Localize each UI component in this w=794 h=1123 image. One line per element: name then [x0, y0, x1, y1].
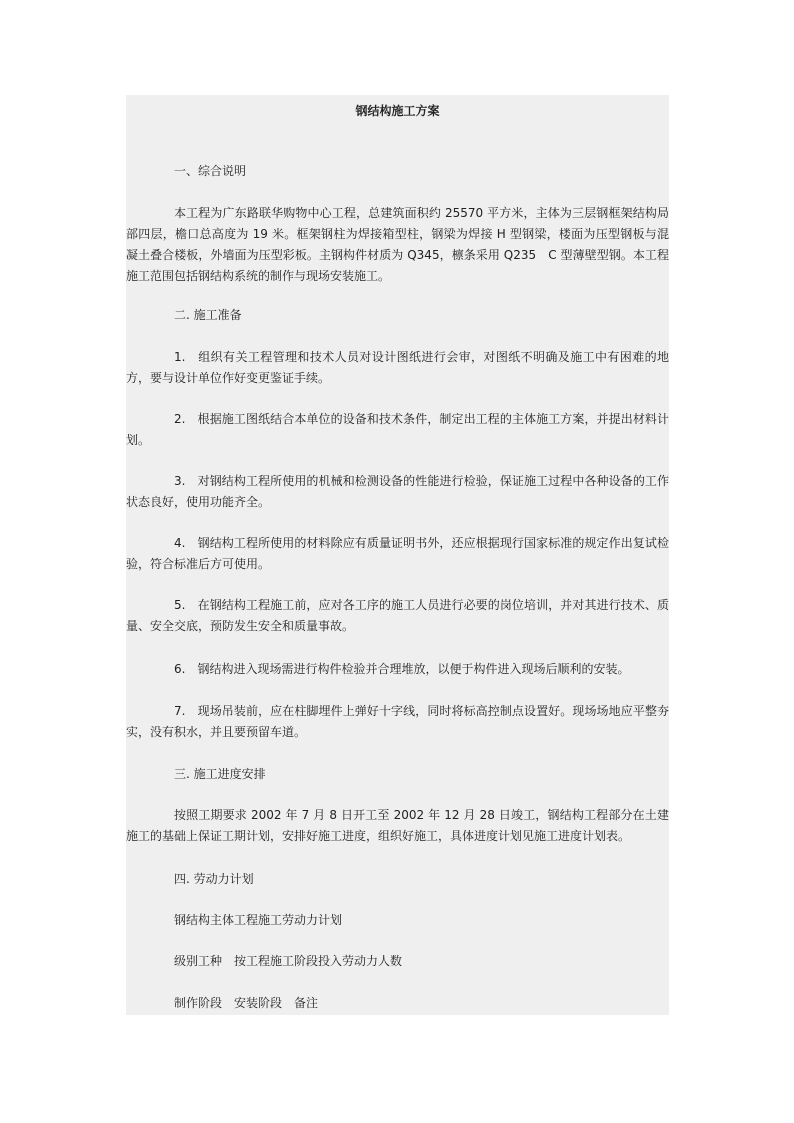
preparation-item-3: 3. 对钢结构工程所使用的机械和检测设备的性能进行检验，保证施工过程中各种设备的工作状态良好，使用功能齐全。 [126, 474, 669, 509]
section-heading-overview: 一、综合说明 [174, 164, 247, 178]
preparation-item-1: 1. 组织有关工程管理和技术人员对设计图纸进行会审，对图纸不明确及施工中有困难的地方，要与设计单位作好变更鉴证手续。 [126, 350, 669, 385]
labor-table-title: 钢结构主体工程施工劳动力计划 [174, 913, 343, 927]
section-heading-labor: 四. 劳动力计划 [174, 872, 254, 886]
schedule-paragraph: 按照工期要求 2002 年 7 月 8 日开工至 2002 年 12 月 28 日竣工，钢结构工程部分在土建施工的基础上保证工期计划，安排好施工进度，组织好施工，具体进度计划见施工进度计划表。 [126, 808, 669, 843]
labor-table-header-row-1: 级别工种 按工程施工阶段投入劳动力人数 [174, 954, 403, 968]
section-heading-preparation: 二. 施工准备 [174, 308, 242, 322]
overview-paragraph: 本工程为广东路联华购物中心工程，总建筑面积约 25570 平方米，主体为三层钢框架结构局部四层，檐口总高度为 19 米。框架钢柱为焊接箱型柱，钢梁为焊接 H 型钢梁，楼面为压型钢板与混凝土叠合楼板，外墙面为压型彩板。主钢构件材质为 Q345，檩条采用 Q235 C 型薄壁型钢。本工程施工范围包括钢结构系统的制作与现场安装施工。 [126, 206, 669, 283]
page-title: 钢结构施工方案 [355, 104, 440, 118]
preparation-item-4: 4. 钢结构工程所使用的材料除应有质量证明书外，还应根据现行国家标准的规定作出复试检验，符合标准后方可使用。 [126, 536, 669, 571]
labor-table-header-row-2: 制作阶段 安装阶段 备注 [174, 996, 319, 1010]
preparation-item-5: 5. 在钢结构工程施工前，应对各工序的施工人员进行必要的岗位培训，并对其进行技术、质量、安全交底，预防发生安全和质量事故。 [126, 598, 669, 633]
preparation-item-2: 2. 根据施工图纸结合本单位的设备和技术条件，制定出工程的主体施工方案，并提出材料计划。 [126, 412, 669, 447]
preparation-item-7: 7. 现场吊装前，应在柱脚埋件上弹好十字线，同时将标高控制点设置好。现场场地应平整夯实，没有积水，并且要预留车道。 [126, 704, 669, 739]
document-page [126, 95, 669, 1015]
preparation-item-6: 6. 钢结构进入现场需进行构件检验并合理堆放，以便于构件进入现场后顺利的安装。 [174, 662, 630, 676]
section-heading-schedule: 三. 施工进度安排 [174, 767, 266, 781]
